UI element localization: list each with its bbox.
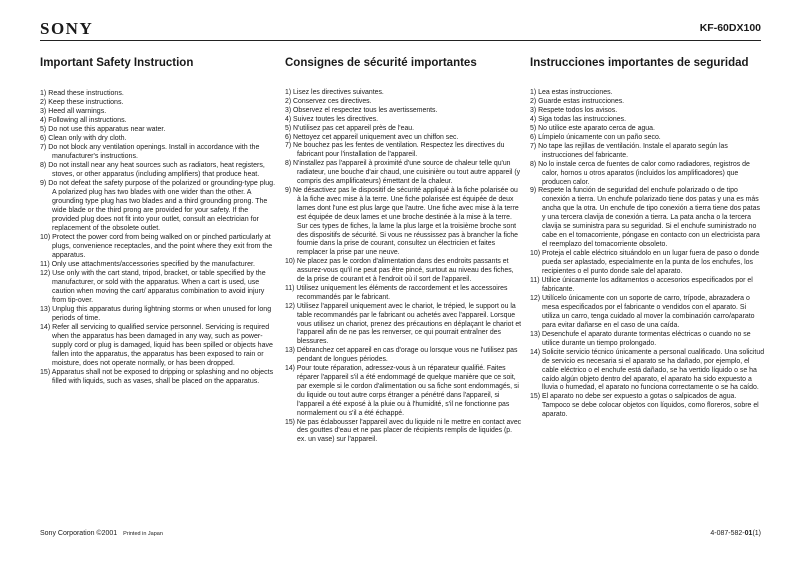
sony-logo: SONY [40,19,94,38]
column-english [40,57,276,386]
list-item: 12) Use only with the cart stand, tripod, bracket, or table specified by the manufacturer, or sold with the apparatus. When a cart is used, use caution when moving the cart/ apparatus combination to avoid injury from tip-over. [40,270,266,304]
part-number-suffix: (1) [752,530,761,537]
column-french [285,57,523,445]
column-title: Consignes de sécurité importantes [285,57,477,69]
list-item: 5) Do not use this apparatus near water. [40,126,166,133]
list-item: 10) Protect the power cord from being walked on or pinched particularly at plugs, convenience receptacles, and the point where they exit from the apparatus. [40,234,273,259]
list-item: 14) Pour toute réparation, adressez-vous à un réparateur qualifié. Faites réparer l'appareil s'il a été endommagé de quelque manière que ce soit, par exemple si le cordon d'alimentation ou sa fiche sont endommagés, si du liquide ou tout autre corps étranger a pénétré dans l'appareil, si l'appareil a été exposé à la pluie ou à l'humidité, s'il ne fonctionne pas normalement ou s'il a été échappé. [285,365,519,417]
column-title: Instrucciones importantes de seguridad [530,57,749,69]
list-item: 11) Utilice únicamente los aditamentos o accesorios especificados por el fabricante. [530,277,753,293]
column-spanish [530,57,765,420]
list-item: 10) Proteja el cable eléctrico situándolo en un lugar fuera de paso o donde pueda ser aplastado, especialmente en la punta de los enchufes, los recipientes o el punto donde sale del aparato. [530,250,760,276]
list-item: 7) Ne bouchez pas les fentes de ventilation. Respectez les directives du fabricant pour l'installation de l'appareil. [285,142,505,159]
printed-in-text: Printed in Japan [123,531,163,537]
list-item: 11) Utilisez uniquement les éléments de raccordement et les accessoires recommandés par le fabricant. [285,284,508,301]
list-item: 9) Respete la función de seguridad del enchufe polarizado o de tipo conexión a tierra. Un enchufe polarizado tiene dos patas y una es más ancha que la otra. Un enchufe de tipo conexión a tierra tiene dos patas y una tercera clavija de conexión a tierra. La pata ancha o la tercera clavija se suministra para su seguridad. Si el enchufe suministrado no cabe en el tomacorriente, póngase en contacto con un electricista para el reemplazo del tomacorriente obsoleto. [530,187,760,249]
instruction-list [530,89,765,420]
list-item: 1) Lea estas instrucciones. [530,89,613,96]
footer-copyright [40,530,163,537]
instruction-list [285,89,523,445]
list-item: 4) Siga todas las instrucciones. [530,115,627,123]
instruction-list [40,89,276,386]
list-item: 7) Do not block any ventilation openings. Install in accordance with the manufacturer's instructions. [40,144,260,160]
list-item: 3) Heed all warnings. [40,108,107,115]
list-item: 2) Guarde estas instrucciones. [530,97,625,105]
list-item: 8) N'installez pas l'appareil à proximité d'une source de chaleur telle qu'un radiateur, une bouche d'air chaud, une cuisinière ou tout autre appareil (y compris des amplificateurs) émettant de la chaleur. [285,160,521,186]
list-item: 10) Ne placez pas le cordon d'alimentation dans des endroits passants et assurez-vous qu'il ne peut pas être pincé, surtout au niveau des fiches, de la prise de courant et à l'endroit où il sort de l'appareil. [285,258,514,284]
column-title: Important Safety Instruction [40,57,194,69]
list-item: 13) Débranchez cet appareil en cas d'orage ou lorsque vous ne l'utilisez pas pendant de longues périodes. [285,347,518,364]
list-item: 13) Desenchufe el aparato durante tormentas eléctricas o cuando no se utilice durante un tiempo prolongado. [530,330,751,347]
list-item: 15) El aparato no debe ser expuesto a gotas o salpicados de agua. Tampoco se debe colocar objetos con líquidos, como floreros, sobre el aparato. [530,393,759,419]
footer-part-number [710,530,761,537]
list-item: 14) Refer all servicing to qualified service personnel. Servicing is required when the apparatus has been damaged in any way, such as power-supply cord or plug is damaged, liquid has been spilled or objects have fallen into the apparatus, the apparatus has been exposed to rain or moisture, does not operate normally, or has been dropped. [40,324,273,367]
list-item: 6) Clean only with dry cloth. [40,135,127,142]
list-item: 4) Suivez toutes les directives. [285,115,379,123]
list-item: 5) N'utilisez pas cet appareil près de l'eau. [285,124,415,132]
list-item: 9) Ne désactivez pas le dispositif de sécurité appliqué à la fiche polarisée ou à la fiche avec mise à la terre. Une fiche polarisée est équipée de deux lames dont l'une est plus large que l'autre. Une fiche avec mise à la terre est équipée de deux lames et une broche destinée à la mise à la terre. Sur ces types de fiches, la lame la plus large et la troisième broche sont des dispositifs de sécurité. Si vous ne réussissez pas à brancher la fiche fournie dans la prise de courant, consultez un électricien et faites remplacer la prise par une neuve. [285,186,519,257]
list-item: 2) Conservez ces directives. [285,97,372,105]
part-number-prefix: 4-087-582- [710,530,745,537]
list-item: 9) Do not defeat the safety purpose of the polarized or grounding-type plug. A polarized plug has two blades with one wider than the other. A grounding type plug has two blades and a third grounding prong. The wide blade or the third prong are provided for your safety. If the provided plug does not fit into your outlet, consult an electrician for replacement of the obsolete outlet. [40,180,276,232]
list-item: 15) Apparatus shall not be exposed to dripping or splashing and no objects filled with liquids, such as vases, shall be placed on the apparatus. [40,369,274,385]
list-item: 5) No utilice este aparato cerca de agua. [530,124,655,132]
list-item: 12) Utilisez l'appareil uniquement avec le chariot, le trépied, le support ou la table recommandés par le fabricant ou achetés avec l'appareil. Lorsque vous utilisez un chariot, prenez des précautions en déplaçant le chariot et l'appareil afin de ne pas les renverser, ce qui pourrait entraîner des blessures. [285,302,522,346]
part-number-edition: 01 [744,530,753,537]
list-item: 6) Nettoyez cet appareil uniquement avec un chiffon sec. [285,133,459,141]
list-item: 11) Only use attachments/accessories specified by the manufacturer. [40,261,255,268]
header-divider [40,40,761,41]
list-item: 14) Solicite servicio técnico únicamente a personal cualificado. Una solicitud de servicio es necesaria si el aparato se ha dañado, por ejemplo, el cable eléctrico o el enchufe está dañado, se ha vertido líquido o se ha caído algún objeto dentro del aparato, el aparato ha sido expuesto a lluvia o humedad, el aparato no funciona correctamente o se ha caído. [530,348,765,392]
list-item: 7) No tape las rejillas de ventilación. Instale el aparato según las instrucciones del fabricante. [530,142,728,159]
list-item: 2) Keep these instructions. [40,99,124,106]
copyright-text: Sony Corporation ©2001 [40,530,118,537]
list-item: 13) Unplug this apparatus during lightning storms or when unused for long periods of time. [40,306,272,322]
list-item: 8) Do not install near any heat sources such as radiators, heat registers, stoves, or other apparatus (including amplifiers) that produce heat. [40,162,265,178]
list-item: 6) Límpielo únicamente con un paño seco. [530,133,661,141]
list-item: 3) Respete todos los avisos. [530,106,618,114]
list-item: 12) Utilícelo únicamente con un soporte de carro, trípode, abrazadera o mesa especificados por el fabricante o vendidos con el aparato. Si utiliza un carro, tenga cuidado al mover la combinación carro/aparato para evitar dañarse en el caso de una caída. [530,294,755,329]
list-item: 1) Read these instructions. [40,90,124,97]
list-item: 1) Lisez les directives suivantes. [285,89,384,96]
list-item: 4) Following all instructions. [40,117,127,124]
list-item: 3) Observez el respectez tous les avertissements. [285,106,438,114]
list-item: 15) Ne pas éclabousser l'appareil avec du liquide ni le mettre en contact avec des gouttes d'eau et ne pas placer de récipients remplis de liquides (p. ex. un vase) sur l'appareil. [285,418,522,444]
model-number: KF-60DX100 [699,22,761,34]
list-item: 8) No lo instale cerca de fuentes de calor como radiadores, registros de calor, hornos u otros aparatos (incluidos los amplificadores) que producen calor. [530,160,750,186]
